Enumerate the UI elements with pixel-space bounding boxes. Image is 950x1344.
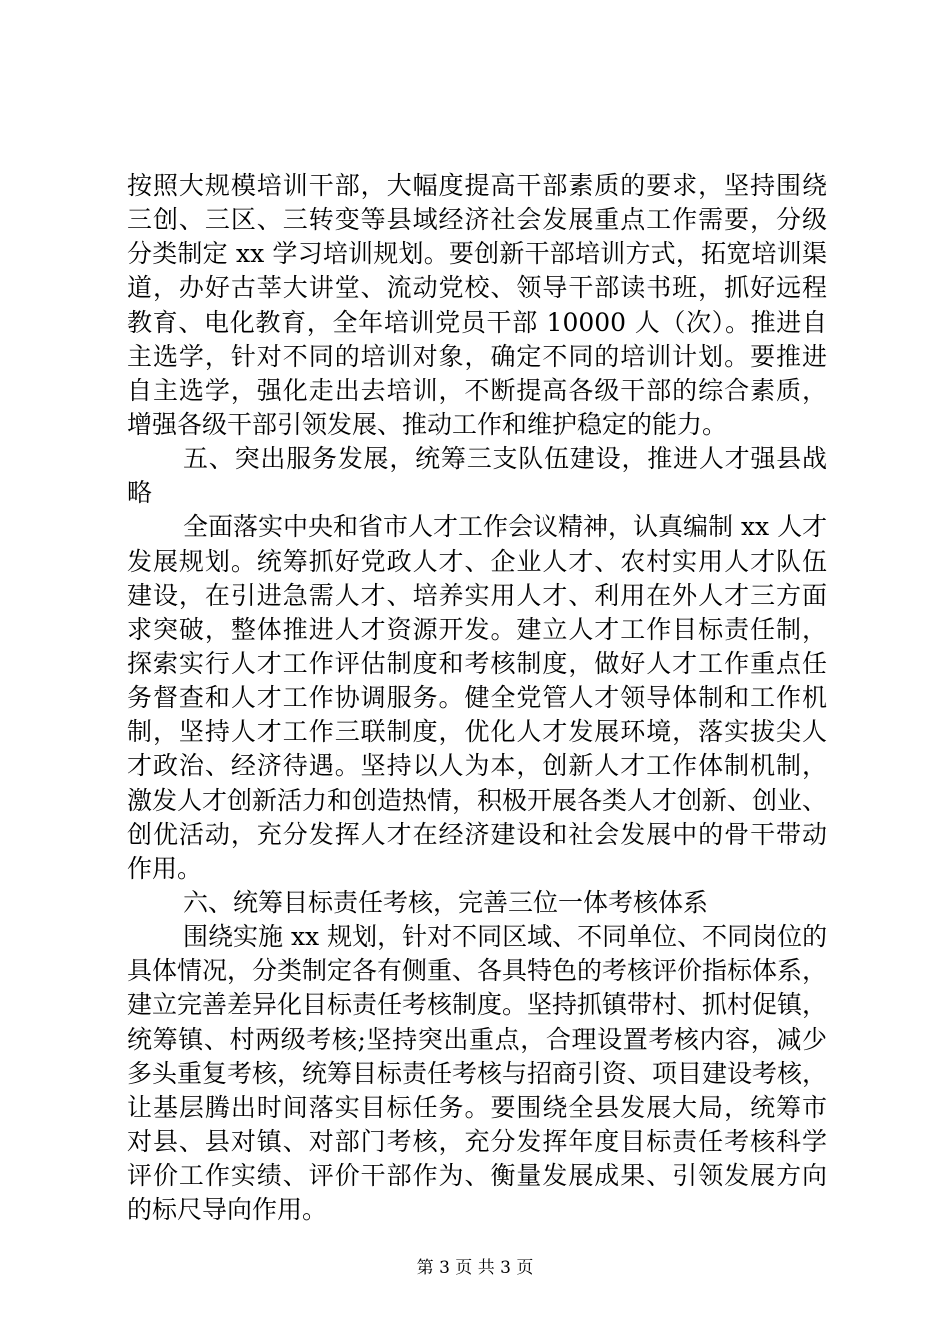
text-line: 具体情况，分类制定各有侧重、各具特色的考核评价指标体系，	[127, 956, 828, 986]
text-line: 多头重复考核，统筹目标责任考核与招商引资、项目建设考核，	[127, 1058, 828, 1088]
text-line: 教育、电化教育，全年培训党员干部 10000 人（次）。推进自	[127, 307, 827, 337]
section-heading-6	[127, 886, 827, 920]
page-footer: 第 3 页 共 3 页	[416, 1258, 534, 1278]
text-line: 建设，在引进急需人才、培养实用人才、利用在外人才三方面	[127, 580, 827, 610]
heading-line: 六、统筹目标责任考核，完善三位一体考核体系	[183, 887, 709, 917]
paragraph-assessment-system	[127, 920, 827, 1227]
text-line: 对县、县对镇、对部门考核，充分发挥年度目标责任考核科学	[127, 1126, 827, 1156]
document-body	[127, 169, 827, 1227]
text-line: 才政治、经济待遇。坚持以人为本，创新人才工作体制机制，	[127, 751, 827, 781]
text-line: 作用。	[127, 853, 203, 883]
text-line: 探索实行人才工作评估制度和考核制度，做好人才工作重点任	[127, 648, 827, 678]
section-heading-5	[127, 442, 827, 510]
paragraph-talent-development	[127, 510, 827, 886]
text-line: 分类制定 xx 学习培训规划。要创新干部培训方式，拓宽培训渠	[127, 239, 827, 269]
text-line: 务督查和人才工作协调服务。健全党管人才领导体制和工作机	[127, 683, 827, 713]
text-line: 按照大规模培训干部，大幅度提高干部素质的要求，坚持围绕	[127, 171, 827, 200]
text-line: 求突破，整体推进人才资源开发。建立人才工作目标责任制，	[127, 614, 827, 644]
heading-line: 略	[127, 478, 153, 508]
text-line: 评价工作实绩、评价干部作为、衡量发展成果、引领发展方向	[127, 1161, 827, 1191]
text-line: 让基层腾出时间落实目标任务。要围绕全县发展大局，统筹市	[127, 1092, 827, 1122]
text-line: 道，办好古莘大讲堂、流动党校、领导干部读书班，抓好远程	[127, 273, 827, 303]
text-line: 增强各级干部引领发展、推动工作和维护稳定的能力。	[127, 409, 728, 439]
text-line: 全面落实中央和省市人才工作会议精神，认真编制 xx 人才	[183, 512, 828, 542]
heading-line: 五、突出服务发展，统筹三支队伍建设，推进人才强县战	[183, 444, 827, 474]
text-line: 统筹镇、村两级考核;坚持突出重点，合理设置考核内容，减少	[127, 1024, 827, 1054]
text-line: 三创、三区、三转变等县域经济社会发展重点工作需要，分级	[127, 205, 827, 235]
text-line: 围绕实施 xx 规划，针对不同区域、不同单位、不同岗位的	[183, 922, 828, 952]
text-line: 主选学，针对不同的培训对象，确定不同的培训计划。要推进	[127, 341, 827, 371]
text-line: 发展规划。统筹抓好党政人才、企业人才、农村实用人才队伍	[127, 546, 827, 576]
paragraph-cadre-training	[127, 169, 827, 442]
text-line: 建立完善差异化目标责任考核制度。坚持抓镇带村、抓村促镇，	[127, 990, 828, 1020]
text-line: 自主选学，强化走出去培训，不断提高各级干部的综合素质，	[127, 375, 827, 405]
text-line: 激发人才创新活力和创造热情，积极开展各类人才创新、创业、	[127, 785, 828, 815]
text-line: 的标尺导向作用。	[127, 1195, 328, 1225]
text-line: 创优活动，充分发挥人才在经济建设和社会发展中的骨干带动	[127, 819, 827, 849]
text-line: 制，坚持人才工作三联制度，优化人才发展环境，落实拔尖人	[127, 717, 827, 747]
